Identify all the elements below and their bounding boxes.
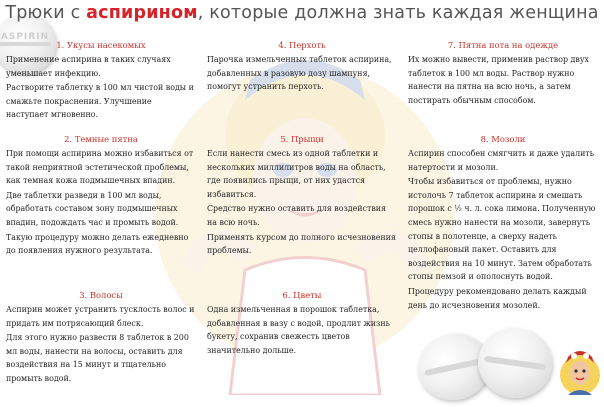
section-text: Средство нужно оставить для воздействия на всю ночь. bbox=[207, 204, 386, 227]
section-sweat-stains bbox=[408, 40, 598, 108]
pinup-badge-icon bbox=[558, 345, 602, 397]
section-dark-spots bbox=[6, 134, 196, 259]
section-flowers bbox=[207, 290, 397, 358]
section-text: Применять курсом до полного исчезновения проблемы. bbox=[207, 232, 396, 256]
section-text: Одна измельченная в порошок таблетка, добавленная в вазу с водой, продлит жизнь букету, сохранив свежесть цветов значительно дольше. bbox=[207, 305, 390, 355]
aspirin-pill-bottom-right bbox=[473, 323, 556, 403]
section-text: Чтобы избавиться от проблемы, нужно истолочь 7 таблеток аспирина и смешать порошок с ½ ч. л. сока лимона. Полученную смесь нужно нанести на мозоли, завернуть стопы в полотенце, а сверху надеть целлофановый пакет. Оставить для воздействия на 10 минут. Затем обработать стопы пемзой и ополоснуть водой. bbox=[408, 177, 596, 282]
page-title: Трюки с аспирином, которые должна знать каждая женщина bbox=[5, 3, 599, 23]
section-text: Парочка измельченных таблеток аспирина, добавленных в разовую дозу шампуня, помогут устранить перхоть. bbox=[207, 55, 392, 92]
section-text: Аспирин может устранить тусклость волос и придать им потрясающий блеск. bbox=[6, 305, 195, 328]
section-insect-bites bbox=[6, 40, 196, 123]
section-acne bbox=[207, 134, 397, 259]
section-text: Две таблетки разведи в 100 мл воды, обработать составом зону подмышечных впадин, подождать час и промыть водой. bbox=[6, 190, 179, 227]
section-text: Применение аспирина в таких случаях уменьшает инфекцию. bbox=[6, 55, 171, 78]
section-heading: 2. Темные пятна bbox=[64, 134, 138, 144]
section-heading: 7. Пятна пота на одежде bbox=[447, 40, 559, 50]
title-highlight: аспирином bbox=[86, 3, 198, 23]
section-heading: 6. Цветы bbox=[282, 290, 322, 300]
section-heading: 5. Прыщи bbox=[280, 134, 324, 144]
section-calluses bbox=[408, 134, 598, 313]
section-heading: 3. Волосы bbox=[79, 290, 123, 300]
section-text: Такую процедуру можно делать ежедневно до появления нужного результата. bbox=[6, 232, 189, 256]
section-text: Если нанести смесь из одной таблетки и нескольких миллилитров воды на область, где появились прыщи, от них удастся избавиться. bbox=[207, 149, 386, 199]
section-heading: 1. Укусы насекомых bbox=[56, 40, 146, 50]
pill-stamp: ASPIRIN bbox=[0, 32, 50, 42]
section-text: Процедуру рекомендовано делать каждый день до исчезновения мозолей. bbox=[408, 286, 587, 310]
section-text: Для этого нужно развести 8 таблеток в 200 мл воды, нанести на волосы, оставить для воздействия на 15 минут и тщательно промыть водой. bbox=[6, 333, 189, 383]
section-heading: 8. Мозоли bbox=[480, 134, 526, 144]
section-text: Аспирин способен смягчить и даже удалить натертости и мозоли. bbox=[408, 149, 594, 172]
section-hair bbox=[6, 290, 196, 387]
section-text: Их можно вывести, применив раствор двух таблеток в 100 мл воды. Раствор нужно нанести на пятна на всю ночь, а затем постирать обычным способом. bbox=[408, 55, 589, 105]
section-text: Растворите таблетку в 100 мл чистой воды и смажьте покраснения. Улучшение наступает мгновенно. bbox=[6, 83, 194, 120]
section-heading: 4. Перхоть bbox=[278, 40, 326, 50]
section-dandruff bbox=[207, 40, 397, 95]
section-text: При помощи аспирина можно избавиться от такой неприятной эстетической проблемы, как темная кожа подмышечных впадин. bbox=[6, 149, 194, 186]
